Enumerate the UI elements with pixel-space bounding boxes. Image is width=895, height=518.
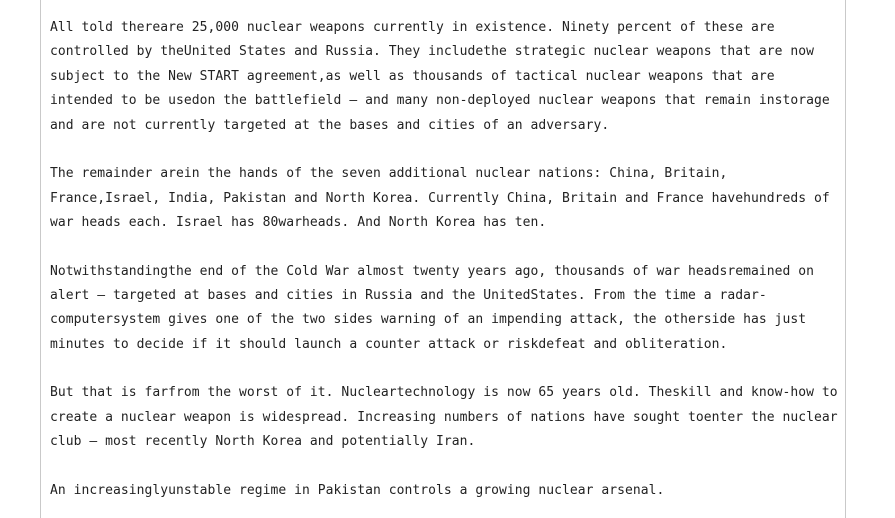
paragraph-2: The remainder arein the hands of the seven additional nuclear nations: China, Britain, France,Israel, India, Pakistan and North Korea. Currently China, Britain and France havehundreds of war heads each. Israel has 80warheads. And North Korea has ten.	[50, 166, 830, 231]
paragraph-1: All told thereare 25,000 nuclear weapons currently in existence. Ninety percent of these are controlled by theUnited States and Russia. They includethe strategic nuclear weapons that are now subject to the New START agreement,as well as thousands of tactical nuclear weapons that are intended to be usedon the battlefield — and many non-deployed nuclear weapons that remain instorage and are not currently targeted at the bases and cities of an adversary.	[50, 20, 830, 133]
article-body	[50, 16, 842, 503]
paragraph-5: An increasinglyunstable regime in Pakistan controls a growing nuclear arsenal.	[50, 482, 665, 498]
article-frame	[40, 0, 846, 518]
paragraph-4: But that is farfrom the worst of it. Nucleartechnology is now 65 years old. Theskill and know-how to create a nuclear weapon is widespread. Increasing numbers of nations have sought toenter the nuclear club — most recently North Korea and potentially Iran.	[50, 385, 838, 450]
paragraph-3: Notwithstandingthe end of the Cold War almost twenty years ago, thousands of war headsremained on alert — targeted at bases and cities in Russia and the UnitedStates. From the time a radar-computersystem gives one of the two sides warning of an impending attack, the otherside has just minutes to decide if it should launch a counter attack or riskdefeat and obliteration.	[50, 263, 815, 352]
